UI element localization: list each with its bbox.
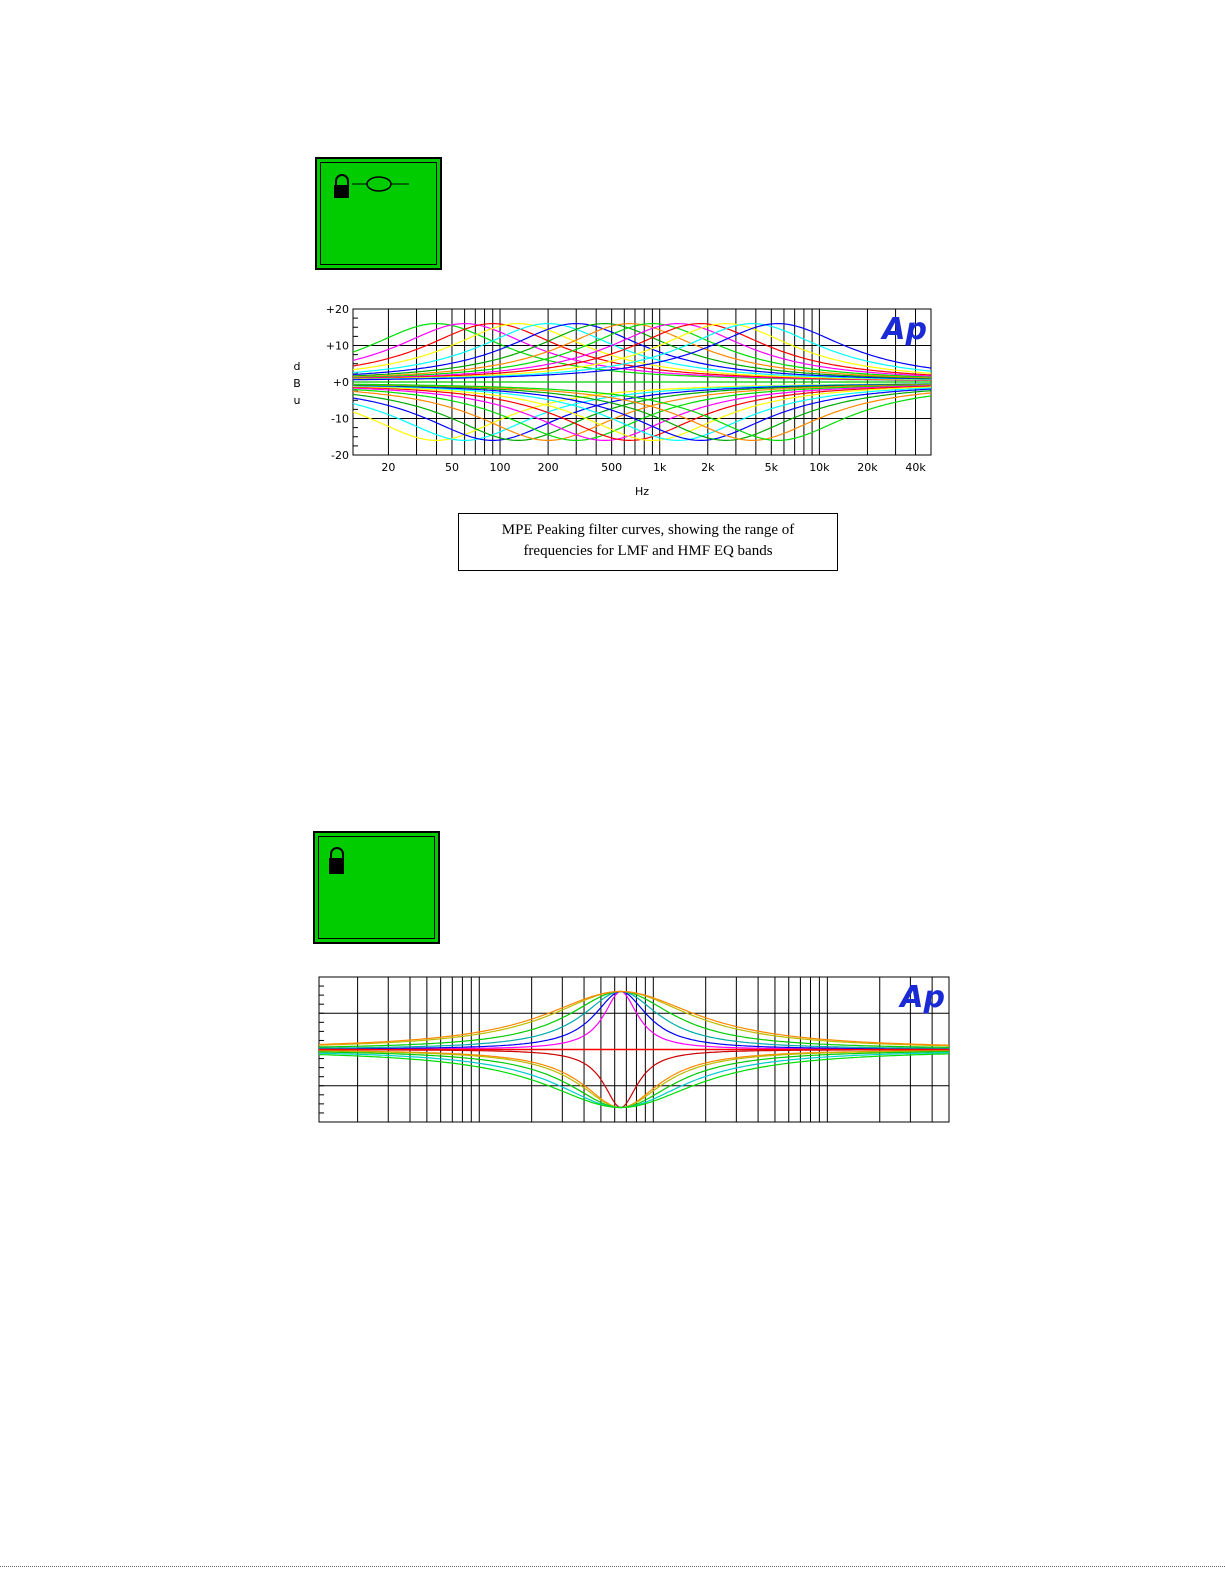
- y-tick-label: -20: [331, 449, 349, 462]
- x-tick-label: 500: [601, 461, 623, 474]
- x-tick-label: 5k: [764, 461, 779, 474]
- caption-line-2: frequencies for LMF and HMF EQ bands: [523, 543, 773, 559]
- x-tick-label: 20k: [857, 461, 878, 474]
- x-axis-label: Hz: [634, 485, 650, 498]
- y-axis-label: B: [293, 377, 301, 390]
- x-tick-label: 100: [489, 461, 511, 474]
- x-tick-label: 10k: [809, 461, 830, 474]
- y-tick-label: +20: [325, 303, 349, 316]
- x-tick-label: 40k: [905, 461, 926, 474]
- y-axis-label: u: [293, 394, 301, 407]
- chart-labels-bottom: [898, 980, 945, 1015]
- caption-line-1: MPE Peaking filter curves, showing the range of: [501, 522, 795, 538]
- y-tick-label: +10: [325, 339, 349, 353]
- page-bottom-border: [0, 1566, 1225, 1567]
- x-tick-label: 20: [381, 461, 396, 474]
- ap-logo: Ap: [900, 980, 945, 1015]
- y-axis-label: d: [293, 360, 301, 373]
- x-tick-label: 200: [537, 461, 559, 474]
- x-tick-label: 50: [444, 461, 459, 474]
- x-tick-label: 1k: [653, 461, 667, 474]
- ap-logo: Ap: [882, 312, 927, 347]
- y-tick-label: +0: [332, 376, 349, 389]
- y-tick-label: -10: [331, 412, 349, 426]
- x-tick-label: 2k: [701, 461, 715, 474]
